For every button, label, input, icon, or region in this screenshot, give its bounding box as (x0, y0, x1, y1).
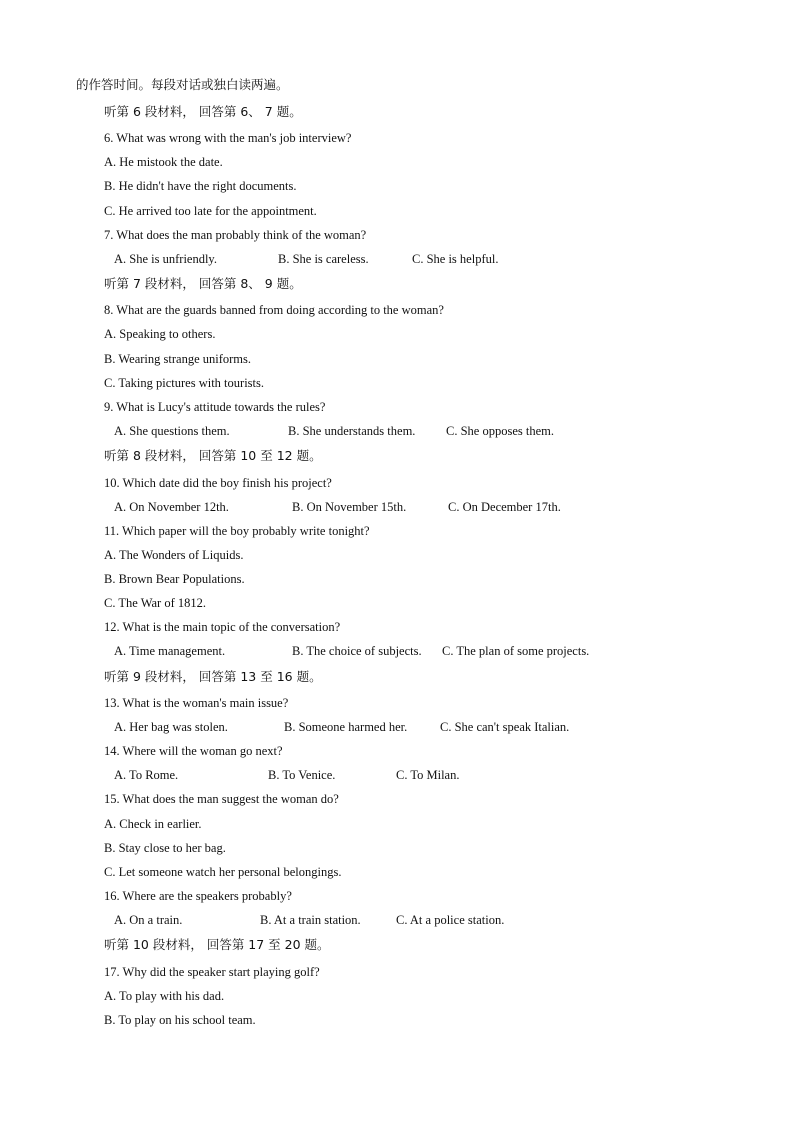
question-17: 17. Why did the speaker start playing golf? (104, 965, 320, 979)
question-6-option-c: C. He arrived too late for the appointment. (104, 204, 317, 218)
question-10-option-b: B. On November 15th. (292, 500, 407, 514)
question-8: 8. What are the guards banned from doing according to the woman? (104, 303, 444, 317)
section-6-heading: 听第 6 段材料， 回答第 6、 7 题。 (104, 104, 302, 119)
question-16-option-c: C. At a police station. (396, 913, 505, 927)
question-17-option-a: A. To play with his dad. (104, 989, 225, 1003)
question-6-option-b: B. He didn't have the right documents. (104, 179, 297, 193)
question-15-option-c: C. Let someone watch her personal belongings. (104, 865, 342, 879)
question-11: 11. Which paper will the boy probably write tonight? (104, 524, 370, 538)
question-16-option-b: B. At a train station. (260, 913, 361, 927)
question-15: 15. What does the man suggest the woman do? (104, 792, 339, 806)
question-16-option-a: A. On a train. (114, 913, 183, 927)
question-9: 9. What is Lucy's attitude towards the rules? (104, 400, 326, 414)
section-9-heading: 听第 9 段材料， 回答第 13 至 16 题。 (104, 669, 322, 684)
question-8-option-c: C. Taking pictures with tourists. (104, 376, 264, 390)
section-7-heading: 听第 7 段材料， 回答第 8、 9 题。 (104, 276, 302, 291)
question-7-option-b: B. She is careless. (278, 252, 369, 266)
intro-text: 的作答时间。每段对话或独白读两遍。 (76, 77, 289, 92)
section-10-heading: 听第 10 段材料， 回答第 17 至 20 题。 (104, 937, 330, 952)
question-10-option-a: A. On November 12th. (114, 500, 229, 514)
question-13: 13. What is the woman's main issue? (104, 696, 289, 710)
question-14-option-b: B. To Venice. (268, 768, 336, 782)
question-15-option-b: B. Stay close to her bag. (104, 841, 226, 855)
question-17-option-b: B. To play on his school team. (104, 1013, 256, 1027)
question-15-option-a: A. Check in earlier. (104, 817, 202, 831)
question-12-option-a: A. Time management. (114, 644, 226, 658)
question-12-option-b: B. The choice of subjects. (292, 644, 422, 658)
section-8-heading: 听第 8 段材料， 回答第 10 至 12 题。 (104, 448, 322, 463)
question-9-option-c: C. She opposes them. (446, 424, 554, 438)
question-11-option-c: C. The War of 1812. (104, 596, 206, 610)
question-10-option-c: C. On December 17th. (448, 500, 561, 514)
question-11-option-a: A. The Wonders of Liquids. (104, 548, 244, 562)
question-8-option-a: A. Speaking to others. (104, 327, 216, 341)
question-13-option-c: C. She can't speak Italian. (440, 720, 570, 734)
question-14-option-c: C. To Milan. (396, 768, 460, 782)
question-8-option-b: B. Wearing strange uniforms. (104, 352, 251, 366)
question-7-option-a: A. She is unfriendly. (114, 252, 217, 266)
question-13-option-b: B. Someone harmed her. (284, 720, 408, 734)
question-13-option-a: A. Her bag was stolen. (114, 720, 228, 734)
question-7-option-c: C. She is helpful. (412, 252, 499, 266)
question-7: 7. What does the man probably think of the woman? (104, 228, 367, 242)
question-14: 14. Where will the woman go next? (104, 744, 283, 758)
question-12: 12. What is the main topic of the conversation? (104, 620, 341, 634)
question-6: 6. What was wrong with the man's job interview? (104, 131, 352, 145)
question-16: 16. Where are the speakers probably? (104, 889, 292, 903)
question-14-option-a: A. To Rome. (114, 768, 179, 782)
question-11-option-b: B. Brown Bear Populations. (104, 572, 245, 586)
question-12-option-c: C. The plan of some projects. (442, 644, 590, 658)
question-9-option-a: A. She questions them. (114, 424, 230, 438)
question-10: 10. Which date did the boy finish his project? (104, 476, 332, 490)
question-9-option-b: B. She understands them. (288, 424, 416, 438)
question-6-option-a: A. He mistook the date. (104, 155, 223, 169)
